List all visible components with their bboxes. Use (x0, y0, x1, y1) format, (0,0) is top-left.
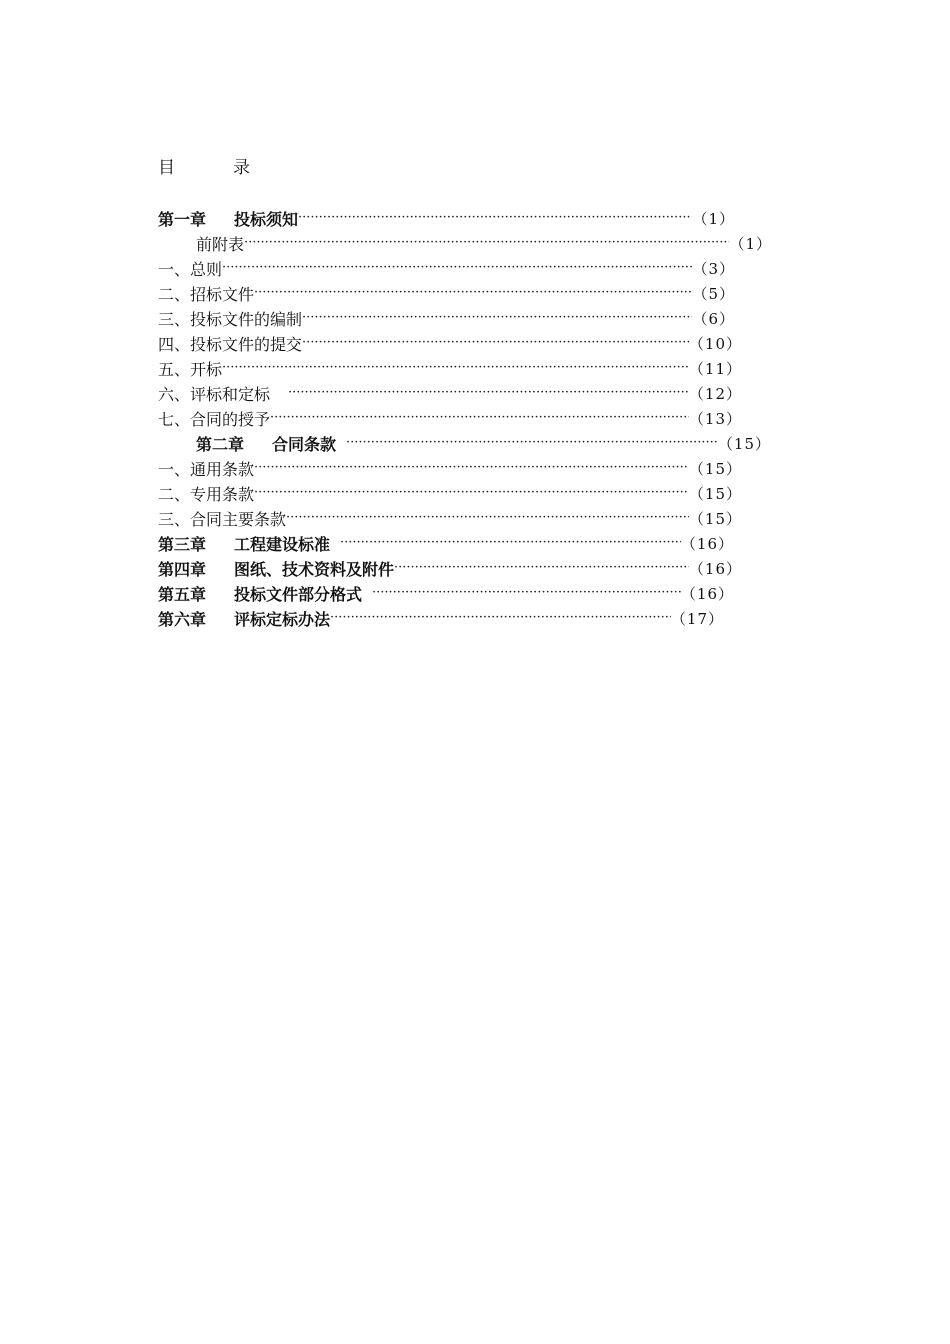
dot-leader (288, 381, 689, 405)
toc-entry-text: 投标文件部分格式 (234, 584, 363, 604)
toc-entry-chapter-4[interactable] (158, 556, 742, 580)
dot-leader (340, 531, 681, 555)
dot-leader (298, 206, 692, 230)
dot-leader (270, 406, 689, 430)
toc-entry-page: （5） (692, 284, 735, 303)
dot-leader (254, 456, 689, 480)
toc-entry-chapter-6[interactable] (158, 606, 724, 630)
toc-entry-bid-submission[interactable] (158, 331, 742, 355)
toc-entry-text: 一、通用条款 (158, 459, 255, 479)
toc-entry-prefix: 第五章 (158, 584, 207, 604)
toc-entry-text: 投标须知 (234, 209, 299, 229)
toc-entry-text: 三、投标文件的编制 (158, 309, 303, 329)
toc-entry-tender-docs[interactable] (158, 281, 735, 305)
dot-leader (302, 306, 692, 330)
toc-heading-left: 目 (158, 158, 175, 178)
toc-entry-page: （16） (680, 534, 734, 553)
toc-entry-general[interactable] (158, 256, 735, 280)
toc-entry-page: （12） (688, 384, 742, 403)
toc-entry-chapter-1[interactable] (158, 206, 735, 230)
toc-heading (158, 156, 250, 180)
toc-entry-text: 二、招标文件 (158, 284, 255, 304)
toc-entry-page: （6） (692, 309, 735, 328)
toc-entry-page: （11） (688, 359, 742, 378)
toc-entry-prefix: 第四章 (158, 559, 207, 579)
toc-entry-page: （13） (688, 409, 742, 428)
toc-entry-special-terms[interactable] (158, 481, 742, 505)
toc-entry-page: （16） (688, 559, 742, 578)
toc-entry-bid-opening[interactable] (158, 356, 742, 380)
toc-entry-label (158, 557, 394, 580)
toc-entry-chapter-2[interactable] (196, 431, 771, 455)
toc-entry-prefix: 第六章 (158, 609, 207, 629)
toc-entry-label (196, 432, 346, 455)
toc-entry-contract-award[interactable] (158, 406, 742, 430)
dot-leader (286, 506, 689, 530)
toc-entry-text: 一、总则 (158, 259, 223, 279)
toc-entry-page: （15） (717, 434, 771, 453)
toc-entry-bid-preparation[interactable] (158, 306, 735, 330)
toc-entry-chapter-5[interactable] (158, 581, 734, 605)
dot-leader (302, 331, 689, 355)
dot-leader (346, 431, 718, 455)
toc-entry-text: 二、专用条款 (158, 484, 255, 504)
dot-leader (254, 281, 692, 305)
toc-entry-text: 三、合同主要条款 (158, 509, 287, 529)
toc-entry-text: 七、合同的授予 (158, 409, 271, 429)
toc-entry-evaluation[interactable] (158, 381, 742, 405)
toc-entry-text: 五、开标 (158, 359, 223, 379)
dot-leader (330, 606, 671, 630)
toc-entry-page: （15） (688, 459, 742, 478)
toc-entry-page: （1） (692, 209, 735, 228)
toc-entry-general-terms[interactable] (158, 456, 742, 480)
toc-heading-right: 录 (233, 158, 250, 178)
toc-entry-text: 前附表 (196, 234, 245, 254)
toc-entry-page: （1） (729, 234, 772, 253)
dot-leader (222, 256, 692, 280)
dot-leader (394, 556, 689, 580)
dot-leader (372, 581, 681, 605)
toc-entry-text: 六、评标和定标 (158, 384, 271, 404)
toc-entry-text: 合同条款 (272, 434, 337, 454)
toc-entry-main-terms[interactable] (158, 506, 742, 530)
toc-entry-text: 评标定标办法 (234, 609, 331, 629)
toc-entry-front-table[interactable] (196, 231, 772, 255)
toc-entry-page: （16） (680, 584, 734, 603)
toc-entry-text: 四、投标文件的提交 (158, 334, 303, 354)
toc-entry-prefix: 第二章 (196, 434, 245, 454)
toc-entry-label (158, 207, 298, 230)
toc-entry-text: 图纸、技术资料及附件 (234, 559, 395, 579)
toc-entry-page: （10） (688, 334, 742, 353)
dot-leader (244, 231, 729, 255)
dot-leader (222, 356, 689, 380)
dot-leader (254, 481, 689, 505)
toc-entry-page: （15） (688, 484, 742, 503)
toc-entry-page: （15） (688, 509, 742, 528)
toc-entry-chapter-3[interactable] (158, 531, 734, 555)
toc-entry-label (158, 582, 372, 605)
toc-entry-prefix: 第一章 (158, 209, 207, 229)
toc-entry-page: （3） (692, 259, 735, 278)
toc-entry-prefix: 第三章 (158, 534, 207, 554)
toc-entry-page: （17） (670, 609, 724, 628)
toc-entry-text: 工程建设标准 (234, 534, 331, 554)
toc-entry-label (158, 532, 340, 555)
toc-entry-label (158, 607, 330, 630)
